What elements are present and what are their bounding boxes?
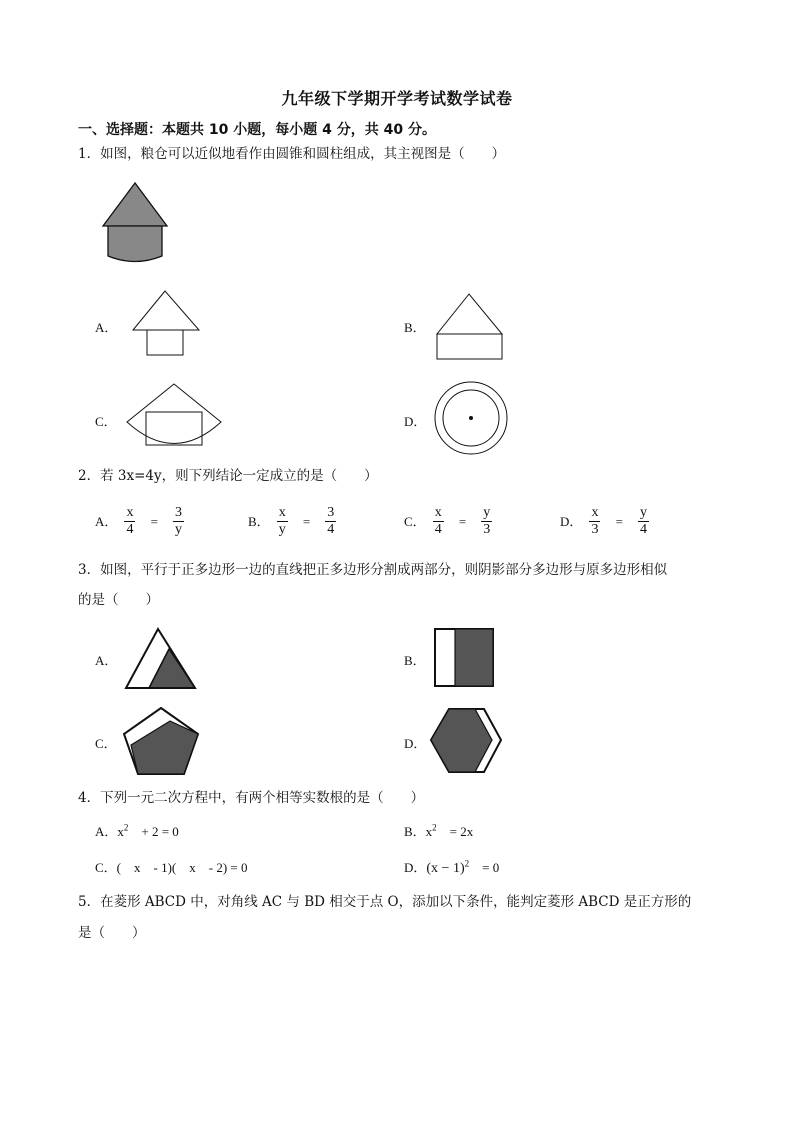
- question-4-stem: 4．下列一元二次方程中，有两个相等实数根的是（ ）: [78, 790, 425, 806]
- q4-option-b-label: B．: [404, 824, 426, 839]
- triangle-shape: [437, 294, 502, 334]
- q1-option-d-label[interactable]: D．: [404, 414, 427, 429]
- q1-option-a-label[interactable]: A．: [95, 320, 118, 335]
- question-3-stem-line2: 的是（ ）: [78, 592, 159, 608]
- q4-option-c-label: C．: [95, 860, 117, 875]
- q2-option-c-label: C．: [404, 514, 426, 529]
- q3-option-c-figure[interactable]: [120, 705, 202, 777]
- q4-option-c[interactable]: C．( x - 1)( x - 2) = 0: [95, 860, 248, 875]
- q2-option-a[interactable]: A． $\frac{x}{4}$ = $\frac{3}{y}$: [95, 505, 183, 537]
- fraction: $\frac{y}{3}$: [483, 505, 491, 537]
- q2-option-d[interactable]: D． $\frac{x}{3}$ = $\frac{y}{4}$: [560, 505, 648, 537]
- section-heading: 一、选择题：本题共 10 小题，每小题 4 分，共 40 分。: [78, 122, 436, 138]
- shaded-pentagon: [131, 721, 198, 774]
- center-dot: [469, 416, 473, 420]
- q3-option-c-label[interactable]: C．: [95, 736, 117, 751]
- shaded-rectangle: [455, 629, 493, 686]
- q3-option-b-label[interactable]: B．: [404, 653, 426, 668]
- fraction: $\frac{x}{3}$: [591, 505, 599, 537]
- question-1-stem: 1．如图，粮仓可以近似地看作由圆锥和圆柱组成，其主视图是（ ）: [78, 146, 506, 162]
- fraction: $\frac{3}{y}$: [175, 505, 183, 537]
- q2-option-a-label: A．: [95, 514, 118, 529]
- shaded-hexagon: [431, 709, 492, 772]
- granary-cylinder: [108, 226, 162, 262]
- q1-option-b-label[interactable]: B．: [404, 320, 426, 335]
- q1-option-c-figure[interactable]: [124, 383, 224, 453]
- q2-option-b-label: B．: [248, 514, 270, 529]
- rectangle-shape: [437, 334, 502, 359]
- question-5-stem-line1: 5．在菱形 ABCD 中，对角线 AC 与 BD 相交于点 O，添加以下条件，能判定菱形 ABCD 是正方形的: [78, 894, 692, 910]
- q1-option-a-figure[interactable]: [131, 290, 203, 358]
- shaded-triangle: [149, 649, 195, 688]
- q3-option-d-label[interactable]: D．: [404, 736, 427, 751]
- q3-option-a-figure[interactable]: [122, 626, 198, 692]
- q4-option-a[interactable]: A．$x^2$ + 2 = 0: [95, 822, 179, 839]
- q2-option-c[interactable]: C． $\frac{x}{4}$ = $\frac{y}{3}$: [404, 505, 491, 537]
- fraction: $\frac{y}{4}$: [640, 505, 648, 537]
- page-title: 九年级下学期开学考试数学试卷: [281, 89, 513, 108]
- question-5-stem-line2: 是（ ）: [78, 925, 146, 941]
- q2-option-b[interactable]: B． $\frac{x}{y}$ = $\frac{3}{4}$: [248, 505, 335, 537]
- granary-figure: [100, 183, 170, 263]
- q3-option-d-figure[interactable]: [428, 706, 504, 774]
- fraction: $\frac{x}{y}$: [278, 505, 286, 537]
- q4-option-a-label: A．: [95, 824, 118, 839]
- q3-option-a-label[interactable]: A．: [95, 653, 118, 668]
- rectangle-shape: [147, 330, 183, 355]
- q4-option-d[interactable]: D．$(x - 1)^2$ = 0: [404, 858, 500, 876]
- question-2-stem: 2．若 3x=4y，则下列结论一定成立的是（ ）: [78, 468, 378, 484]
- q1-option-b-figure[interactable]: [436, 293, 506, 361]
- q1-option-c-label[interactable]: C．: [95, 414, 117, 429]
- q4-option-b[interactable]: B．$x^2$ = 2x: [404, 822, 474, 839]
- fraction: $\frac{3}{4}$: [327, 505, 335, 537]
- q4-option-d-label: D．: [404, 860, 427, 875]
- fraction: $\frac{x}{4}$: [126, 505, 134, 537]
- q3-option-b-figure[interactable]: [434, 628, 496, 690]
- q2-option-d-label: D．: [560, 514, 583, 529]
- granary-cone: [103, 183, 167, 226]
- q1-option-d-figure[interactable]: [433, 380, 509, 456]
- sector-shape: [127, 384, 221, 444]
- question-3-stem-line1: 3．如图，平行于正多边形一边的直线把正多边形分割成两部分，则阴影部分多边形与原多边形相似: [78, 562, 668, 578]
- triangle-shape: [133, 291, 199, 330]
- fraction: $\frac{x}{4}$: [434, 505, 442, 537]
